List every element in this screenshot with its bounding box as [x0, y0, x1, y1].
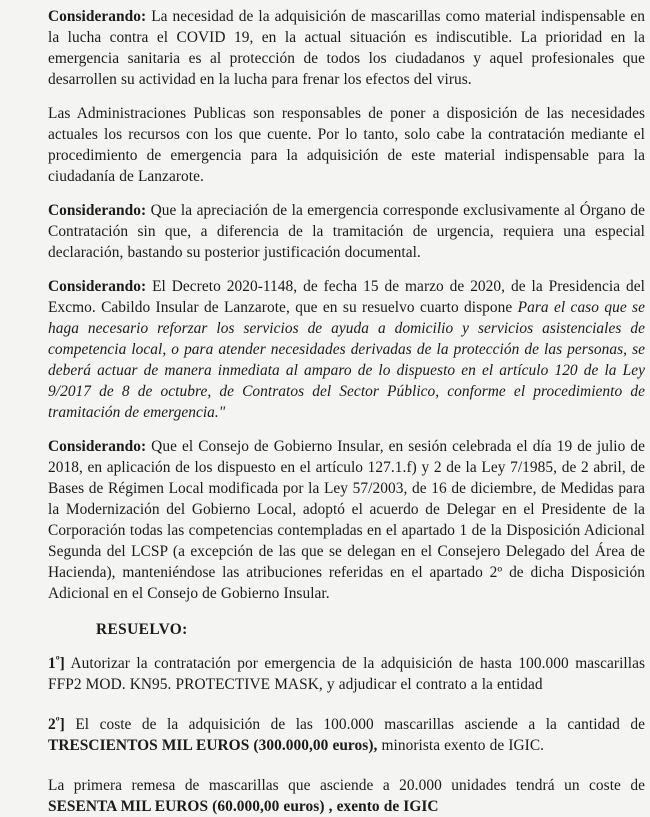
paragraph-considerando-1 — [48, 6, 645, 90]
resolution-marker-bracket-1: ] — [59, 655, 65, 672]
considerando-label-4: Considerando — [48, 438, 141, 455]
resolution-text-1: Autorizar la contratación por emergencia de la adquisición de hasta 100.000 mascarillas FFP2 MOD. KN95. PROTECTIVE MASK, y adjudicar el contrato a la entidad — [48, 655, 645, 693]
amount-sesenta-mil-euros: SESENTA MIL EUROS (60.000,00 euros) , exento de IGIC — [48, 798, 439, 815]
paragraph-considerando-consejo — [48, 436, 645, 604]
amount-trescientos-mil-euros: TRESCIENTOS MIL EUROS (300.000,00 euros), — [48, 737, 378, 754]
considerando-separator-2: : — [140, 202, 147, 219]
resolution-marker-ordinal-1: º — [55, 653, 60, 667]
resolution-item-1 — [48, 653, 645, 695]
resolution-marker-bracket-2: ] — [59, 716, 65, 733]
paragraph-text-3: Que la apreciación de la emergencia corresponde exclusivamente al Órgano de Contratación sin que, a diferencia de la tramitación de urgencia, requiera una especial declaración, bastando su posterior justificación documental. — [48, 202, 645, 261]
considerando-label-1: Considerando — [48, 8, 141, 25]
resolution-marker-number-1: 1 — [48, 655, 56, 672]
paragraph-text-2: Las Administraciones Publicas son responsables de poner a disposición de las necesidades actuales los recursos con los que cuente. Por lo tanto, solo cabe la contratación mediante el procedimiento de emergencia para la adquisición de este material indispensable para la ciudadanía de Lanzarote. — [48, 105, 645, 185]
considerando-separator-3: : — [140, 278, 147, 295]
paragraph-considerando-2 — [48, 200, 645, 263]
considerando-label-3: Considerando — [48, 278, 141, 295]
decreto-quoted-italic: Para el caso que se haga necesario reforzar los servicios de ayuda a domicilio y servicios asistenciales de competencia local, o para atender necesidades derivadas de la protección de las personas, se deberá actuar de manera inmediata al amparo de lo dispuesto en el artículo 120 de la Ley 9/2017 de 8 de octubre, de Contratos del Sector Público, conforme el procedimiento de tramitación de emergencia." — [48, 299, 645, 421]
resuelvo-heading: RESUELVO: — [96, 621, 188, 638]
considerando-label-2: Considerando — [48, 202, 141, 219]
paragraph-administraciones-publicas — [48, 103, 645, 187]
resolution-marker-number-2: 2 — [48, 716, 56, 733]
paragraph-considerando-decreto — [48, 276, 645, 423]
closing-text-regular: La primera remesa de mascarillas que asciende a 20.000 unidades tendrá un coste de — [48, 777, 645, 794]
document-body — [48, 6, 645, 817]
resolution-item-2 — [48, 714, 645, 756]
resolution-marker-ordinal-2: º — [55, 714, 60, 728]
resolution-text-2-lead: El coste de la adquisición de las 100.000 mascarillas asciende a la cantidad de — [64, 716, 645, 733]
paragraph-text-1: La necesidad de la adquisición de mascarillas como material indispensable en la lucha contra el COVID 19, en la actual situación es indiscutible. La prioridad en la emergencia sanitaria es al protección de todos los ciudadanos y aquel profesionales que desarrollen su actividad en la lucha para frenar los efectos del virus. — [48, 8, 645, 88]
decreto-text-regular: El Decreto 2020-1148, de fecha 15 de marzo de 2020, de la Presidencia del Excmo. Cabildo Insular de Lanzarote, que en su resuelvo cuarto dispone — [48, 278, 645, 316]
resolution-text-2-tail: minorista exento de IGIC. — [377, 737, 545, 754]
closing-paragraph-primera-remesa — [48, 775, 645, 817]
paragraph-text-5: Que el Consejo de Gobierno Insular, en sesión celebrada el día 19 de julio de 2018, en aplicación de los dispuesto en el artículo 127.1.f) y 2 de la Ley 7/1985, de 2 abril, de Bases de Régimen Local modificada por la Ley 57/2003, de 16 de diciembre, de Medidas para la Modernización del Gobierno Local, adoptó el acuerdo de Delegar en el Presidente de la Corporación todas las competencias contempladas en el apartado 1 de la Disposición Adicional Segunda del LCSP (a excepción de las que se delegan en el Consejero Delegado del Área de Hacienda), manteniéndose las atribuciones referidas en el apartado 2º de dicha Disposición Adicional en el Consejo de Gobierno Insular. — [48, 438, 645, 602]
considerando-separator-4: : — [140, 438, 147, 455]
considerando-separator-1: : — [140, 8, 147, 25]
